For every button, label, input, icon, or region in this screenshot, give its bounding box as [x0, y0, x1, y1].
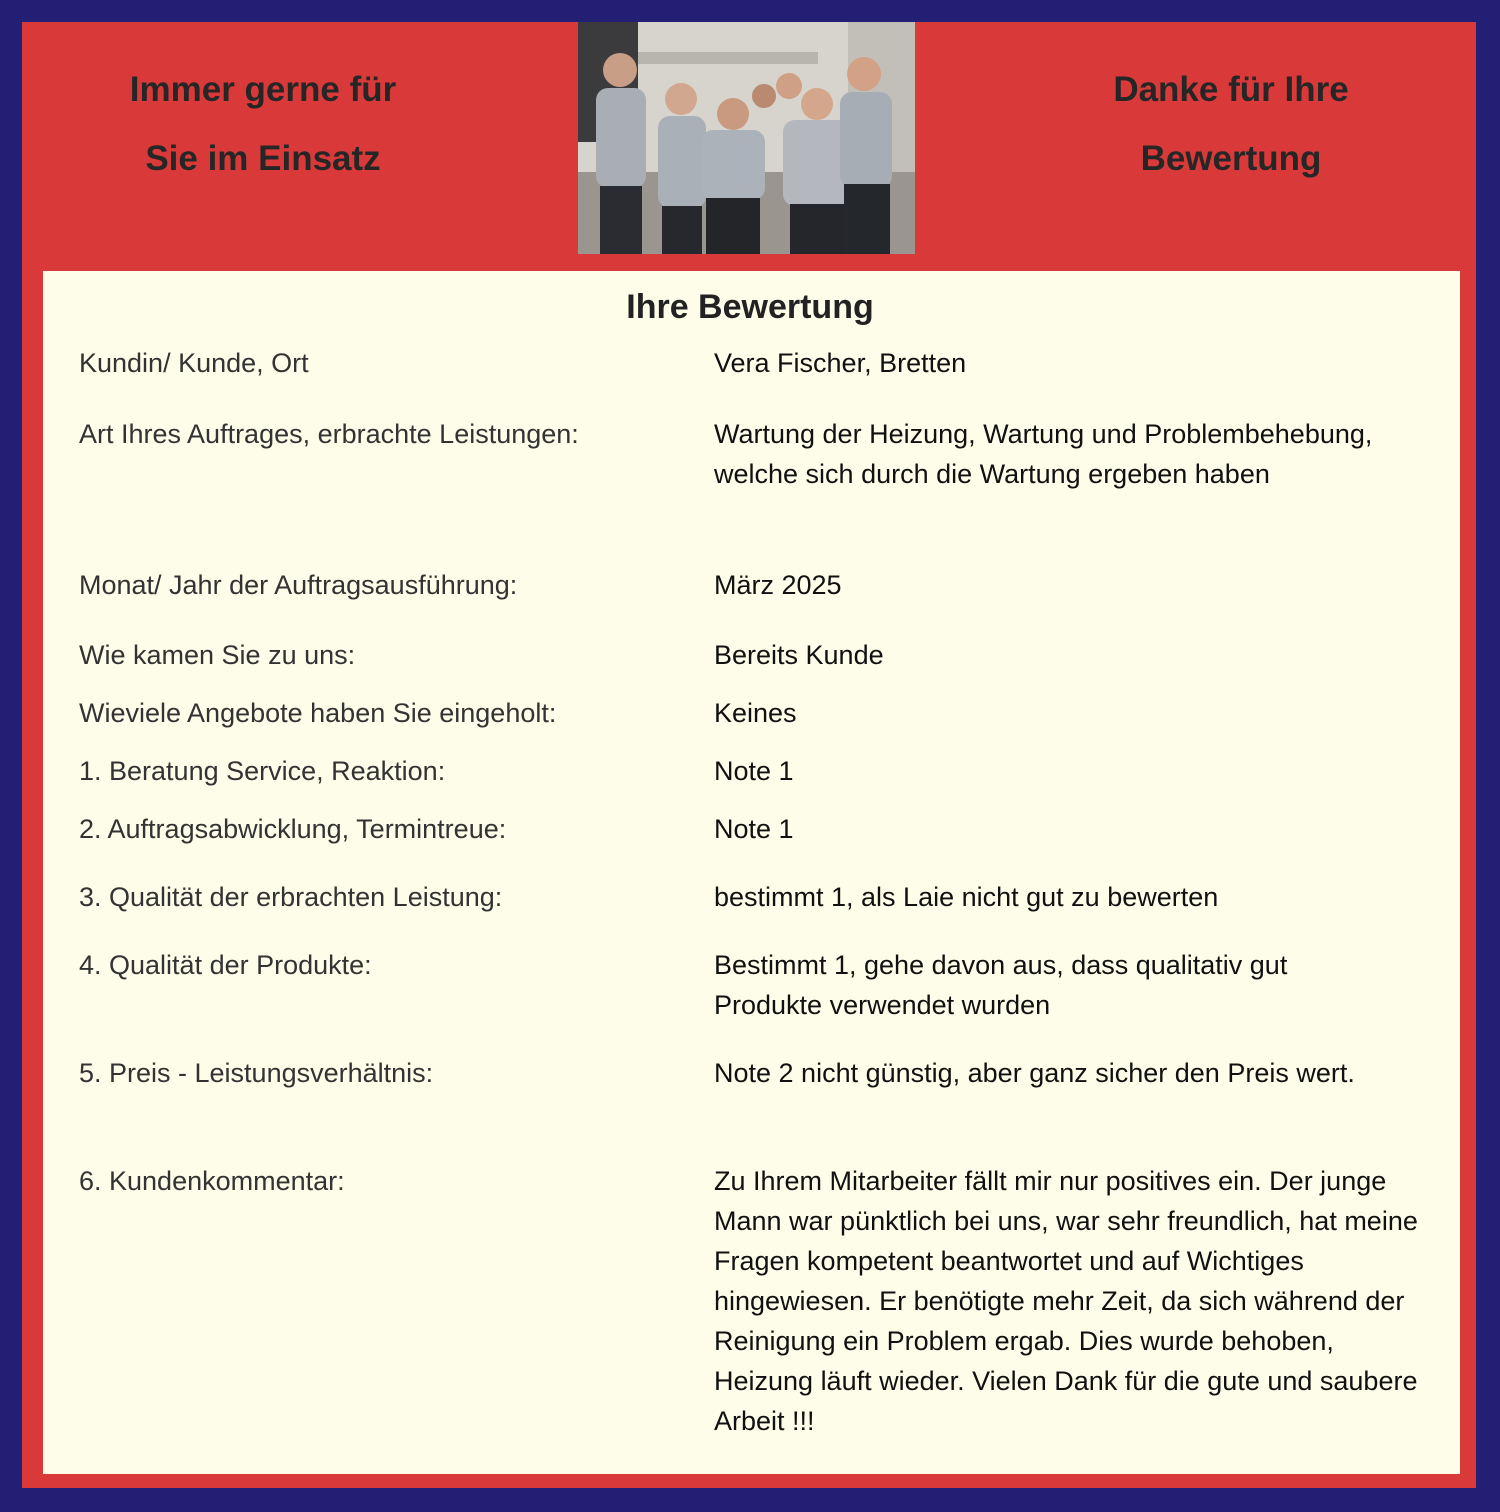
row-value-offers: Keines [714, 698, 797, 728]
row-label-comment: 6. Kundenkommentar: [79, 1166, 345, 1196]
header-right-line2: Bewertung [1140, 139, 1322, 178]
row-value-consulting: Note 1 [714, 756, 794, 786]
row-label-consulting: 1. Beratung Service, Reaktion: [79, 756, 446, 786]
row-label-processing: 2. Auftragsabwicklung, Termintreue: [79, 814, 507, 844]
row-label-order-type: Art Ihres Auftrages, erbrachte Leistungen: [79, 419, 579, 449]
row-label-customer: Kundin/ Kunde, Ort [79, 348, 309, 378]
row-label-how-found: Wie kamen Sie zu uns: [79, 640, 356, 670]
row-value-how-found: Bereits Kunde [714, 640, 884, 670]
row-value-processing: Note 1 [714, 814, 794, 844]
row-value-quality-service: bestimmt 1, als Laie nicht gut zu bewerten [714, 882, 1219, 912]
row-label-quality-products: 4. Qualität der Produkte: [79, 950, 372, 980]
row-value-comment: Zu Ihrem Mitarbeiter fällt mir nur positives ein. Der junge Mann war pünktlich bei uns, war sehr freundlich, hat meine Fragen kompetent beantwortet und auf Wichtiges hingewiesen. Er benötigte mehr Zeit, da sich während der Reinigung ein Problem ergab. Dies wurde behoben, Heizung läuft wieder. Vielen Dank für die gute und saubere Arbeit !!! [714, 1166, 1418, 1436]
row-value-customer: Vera Fischer, Bretten [714, 348, 967, 378]
row-value-order-type: Wartung der Heizung, Wartung und Problembehebung, welche sich durch die Wartung ergeben haben [714, 419, 1373, 489]
header-left-slogan [22, 55, 504, 193]
row-label-price: 5. Preis - Leistungsverhältnis: [79, 1058, 434, 1088]
row-label-quality-service: 3. Qualität der erbrachten Leistung: [79, 882, 503, 912]
header-left-line2: Sie im Einsatz [145, 139, 381, 178]
row-value-month-year: März 2025 [714, 570, 842, 600]
header-right-line1: Danke für Ihre [1113, 70, 1349, 109]
row-value-price: Note 2 nicht günstig, aber ganz sicher den Preis wert. [714, 1058, 1355, 1088]
row-label-month-year: Monat/ Jahr der Auftragsausführung: [79, 570, 518, 600]
row-value-quality-products: Bestimmt 1, gehe davon aus, dass qualitativ gut Produkte verwendet wurden [714, 950, 1288, 1020]
team-photo [578, 22, 915, 254]
row-label-offers: Wieviele Angebote haben Sie eingeholt: [79, 698, 557, 728]
header-left-line1: Immer gerne für [129, 70, 397, 109]
team-photo-illustration [578, 22, 915, 254]
header-right-slogan [990, 55, 1472, 193]
review-title: Ihre Bewertung [626, 288, 874, 326]
